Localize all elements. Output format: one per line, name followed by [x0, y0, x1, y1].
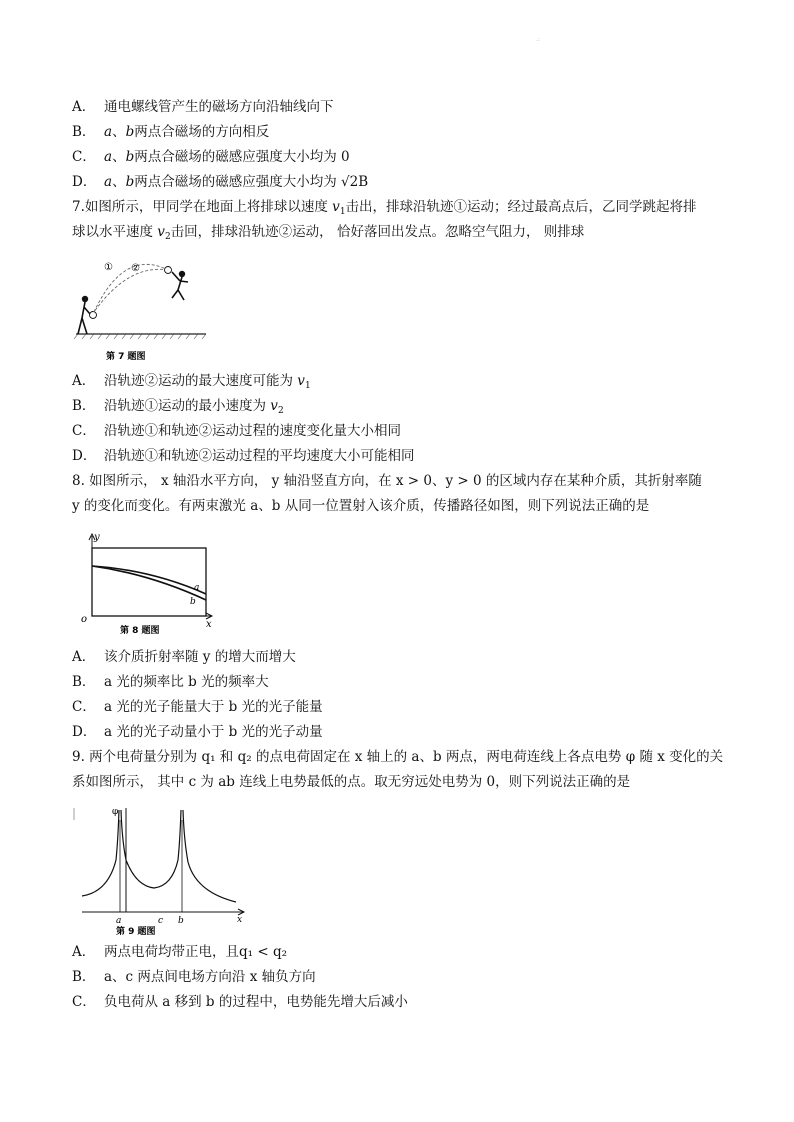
phi-axis-label: φ: [112, 807, 119, 817]
option-text: a 光的光子能量大于 b 光的光子能量: [104, 699, 323, 715]
var-b: b: [125, 124, 135, 140]
q9-option-a: [72, 943, 287, 961]
option-label: C．: [72, 994, 96, 1010]
option-text: 沿轨迹①和轨迹②运动过程的平均速度大小可能相同: [104, 448, 415, 464]
q9-figure: [72, 800, 248, 936]
subscript: 1: [304, 381, 311, 391]
q9-option-b: [72, 968, 316, 986]
option-text: 负电荷从 a 移到 b 的过程中，电势能先增大后减小: [104, 994, 408, 1010]
option-text: 沿轨迹②运动的最大速度可能为: [104, 373, 298, 389]
option-label: A．: [72, 649, 96, 665]
var-a: a: [104, 149, 113, 165]
q8-option-c: [72, 698, 323, 716]
sep: 、: [112, 174, 126, 190]
origin-label: o: [81, 614, 88, 625]
stem-text: 击回，排球沿轨迹②运动， 恰好落回出发点。忽略空气阻力， 则排球: [170, 224, 585, 240]
option-text: a 光的光子动量小于 b 光的光子动量: [104, 724, 323, 740]
figure-caption: 第 9 题图: [116, 927, 156, 936]
option-label: B．: [72, 124, 96, 140]
var-b: b: [125, 149, 135, 165]
var-b: b: [125, 174, 135, 190]
q7-option-d: [72, 447, 415, 465]
option-label: A．: [72, 99, 96, 115]
subscript: 2: [164, 232, 171, 242]
option-text: 通电螺线管产生的磁场方向沿轴线向下: [104, 99, 334, 115]
sep: 、: [112, 124, 126, 140]
option-text: 两点电荷均带正电，且q₁ < q₂: [104, 944, 288, 960]
stem-text: 球以水平速度: [72, 224, 158, 240]
option-label: B．: [72, 969, 96, 985]
q7-figure: [72, 252, 212, 364]
option-text: 沿轨迹①和轨迹②运动过程的速度变化量大小相同: [104, 423, 401, 439]
option-text: 该介质折射率随 y 的增大而增大: [104, 649, 296, 665]
q7-stem-line1: [72, 198, 697, 221]
option-label: D．: [72, 174, 97, 190]
figure-caption: 第 8 题图: [120, 626, 160, 636]
subscript: 2: [277, 406, 284, 416]
option-text: 两点合磁场的方向相反: [134, 124, 270, 140]
option-text: 沿轨迹①运动的最小速度为: [104, 398, 271, 414]
var-v: v: [157, 224, 165, 240]
option-label: A．: [72, 373, 96, 389]
q8-figure: [72, 530, 222, 638]
q6-option-c: [72, 148, 350, 166]
refraction-diagram: [72, 530, 222, 638]
x-axis-label: x: [206, 619, 212, 630]
potential-graph: [72, 800, 248, 936]
option-label: C．: [72, 699, 96, 715]
subscript: 1: [339, 207, 346, 217]
q7-stem-line2: [72, 223, 584, 246]
option-text: a 光的频率比 b 光的频率大: [104, 674, 269, 690]
q9-option-c: [72, 993, 408, 1011]
var-v: v: [332, 199, 340, 215]
point-c-label: c: [158, 916, 164, 926]
q9-stem-line2: 系如图所示， 其中 c 为 ab 连线上电势最低的点。取无穷远处电势为 0，则下列说法正确的是: [72, 774, 631, 790]
q9-stem-line1: 9. 两个电荷量分别为 q₁ 和 q₂ 的点电荷固定在 x 轴上的 a、b 两点，两电荷连线上各点电势 φ 随 x 变化的关: [72, 749, 724, 765]
var-v: v: [297, 373, 305, 389]
var-a: a: [104, 174, 113, 190]
option-text: 两点合磁场的磁感应强度大小均为 0: [134, 149, 350, 165]
q6-option-a: [72, 98, 334, 116]
stem-text: 7.如图所示，甲同学在地面上将排球以速度: [72, 199, 333, 215]
sep: 、: [112, 149, 126, 165]
var-a: a: [104, 124, 113, 140]
q8-stem-line1: 8. 如图所示， x 轴沿水平方向， y 轴沿竖直方向，在 x > 0、y > 0 的区域内存在某种介质，其折射率随: [72, 473, 702, 489]
volleyball-diagram: [72, 252, 212, 364]
option-label: A．: [72, 944, 96, 960]
point-a-label: a: [116, 916, 122, 926]
track-2-label: ②: [131, 263, 140, 274]
q8-stem-line2: y 的变化而变化。有两束激光 a、b 从同一位置射入该介质，传播路径如图，则下列说法正确的是: [72, 498, 650, 514]
beam-b-label: b: [190, 597, 196, 607]
option-label: B．: [72, 674, 96, 690]
page-mark: .:: [536, 36, 540, 43]
option-text: 两点合磁场的磁感应强度大小均为: [134, 174, 337, 190]
sqrt2-b: √2B: [341, 174, 369, 190]
option-label: B．: [72, 398, 96, 414]
option-label: D．: [72, 448, 97, 464]
q6-option-b: [72, 123, 269, 141]
q6-option-d: [72, 173, 368, 191]
q8-option-b: [72, 673, 269, 691]
point-b-label: b: [178, 916, 184, 926]
track-1-label: ①: [104, 262, 113, 273]
option-label: C．: [72, 149, 96, 165]
q8-option-d: [72, 723, 323, 741]
x-axis-label: x: [237, 915, 243, 925]
stem-text: 击出，排球沿轨迹①运动；经过最高点后，乙同学跳起将排: [345, 199, 697, 215]
y-axis-label: y: [94, 532, 100, 543]
q7-option-a: [72, 372, 311, 395]
q7-option-c: [72, 422, 401, 440]
q8-option-a: [72, 648, 296, 666]
beam-a-label: a: [194, 583, 200, 593]
option-label: D．: [72, 724, 97, 740]
figure-caption: 第 7 题图: [106, 352, 146, 362]
q7-option-b: [72, 397, 284, 420]
var-v: v: [270, 398, 278, 414]
option-text: a、c 两点间电场方向沿 x 轴负方向: [104, 969, 316, 985]
option-label: C．: [72, 423, 96, 439]
